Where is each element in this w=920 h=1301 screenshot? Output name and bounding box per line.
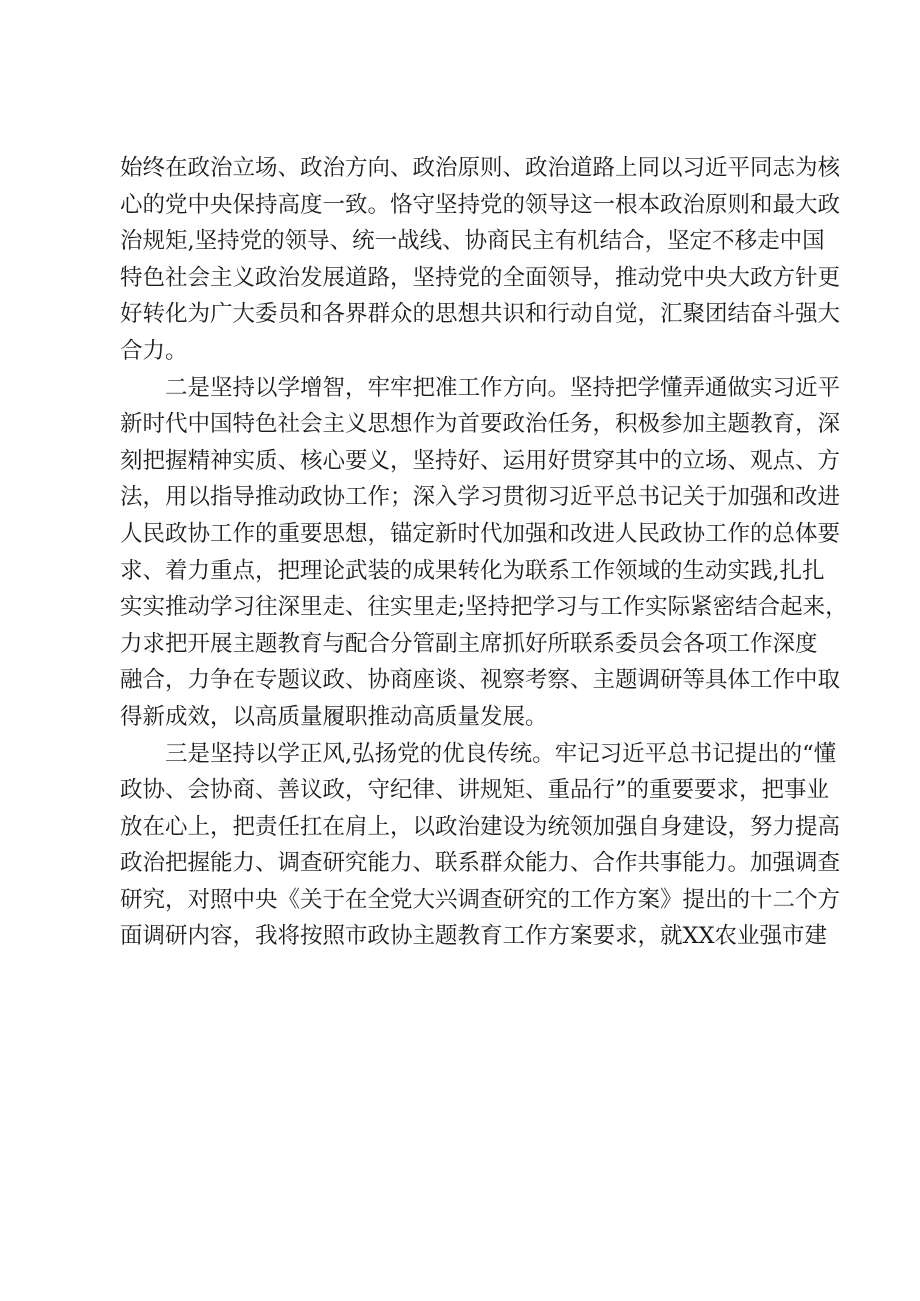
text-line: 心的党中央保持高度一致。恪守坚持党的领导这一根本政治原则和最大政 [120,191,841,218]
text-line: 求、着力重点，把理论武装的成果转化为联系工作领域的生动实践,扎扎 [120,557,825,584]
text-line: 好转化为广大委员和各界群众的思想共识和行动自觉，汇聚团结奋斗强大 [120,301,841,328]
text-line: 治规矩,坚持党的领导、统一战线、协商民主有机结合，坚定不移走中国 [120,228,825,255]
text-line: 得新成效，以高质量履职推动高质量发展。 [120,703,548,730]
text-line: 新时代中国特色社会主义思想作为首要政治任务，积极参加主题教育，深 [120,411,841,438]
text-line: 研究，对照中央《关于在全党大兴调查研究的工作方案》提出的十二个方 [120,886,841,913]
text-line: 刻把握精神实质、核心要义，坚持好、运用好贯穿其中的立场、观点、方 [120,447,841,474]
paragraph-2 [120,370,848,736]
text-line: 法，用以指导推动政协工作；深入学习贯彻习近平总书记关于加强和改进 [120,484,841,511]
text-line: 政协、会协商、善议政，守纪律、讲规矩、重品行”的重要要求，把事业 [120,777,830,804]
text-line: 力求把开展主题教育与配合分管副主席抓好所联系委员会各项工作深度 [120,630,818,657]
document-page [120,150,848,955]
text-line: 放在心上，把责任扛在肩上，以政治建设为统领加强自身建设，努力提高 [120,813,841,840]
text-line: 人民政协工作的重要思想，锚定新时代加强和改进人民政协工作的总体要 [120,520,841,547]
text-line: 政治把握能力、调查研究能力、联系群众能力、合作共事能力。加强调查 [120,850,841,877]
text-line: 实实推动学习往深里走、往实里走;坚持把学习与工作实际紧密结合起来， [120,594,848,621]
paragraph-1 [120,150,841,370]
text-line: 三是坚持以学正风,弘扬党的优良传统。牢记习近平总书记提出的“懂 [120,740,837,767]
text-line: 合力。 [120,337,188,364]
text-line: 融合，力争在专题议政、协商座谈、视察考察、主题调研等具体工作中取 [120,667,841,694]
paragraph-3 [120,736,841,956]
text-line: 面调研内容，我将按照市政协主题教育工作方案要求，就XX农业强市建 [120,923,828,950]
text-line: 二是坚持以学增智，牢牢把准工作方向。坚持把学懂弄通做实习近平 [120,374,841,401]
text-line: 特色社会主义政治发展道路，坚持党的全面领导，推动党中央大政方针更 [120,264,841,291]
text-line: 始终在政治立场、政治方向、政治原则、政治道路上同以习近平同志为核 [120,155,841,181]
